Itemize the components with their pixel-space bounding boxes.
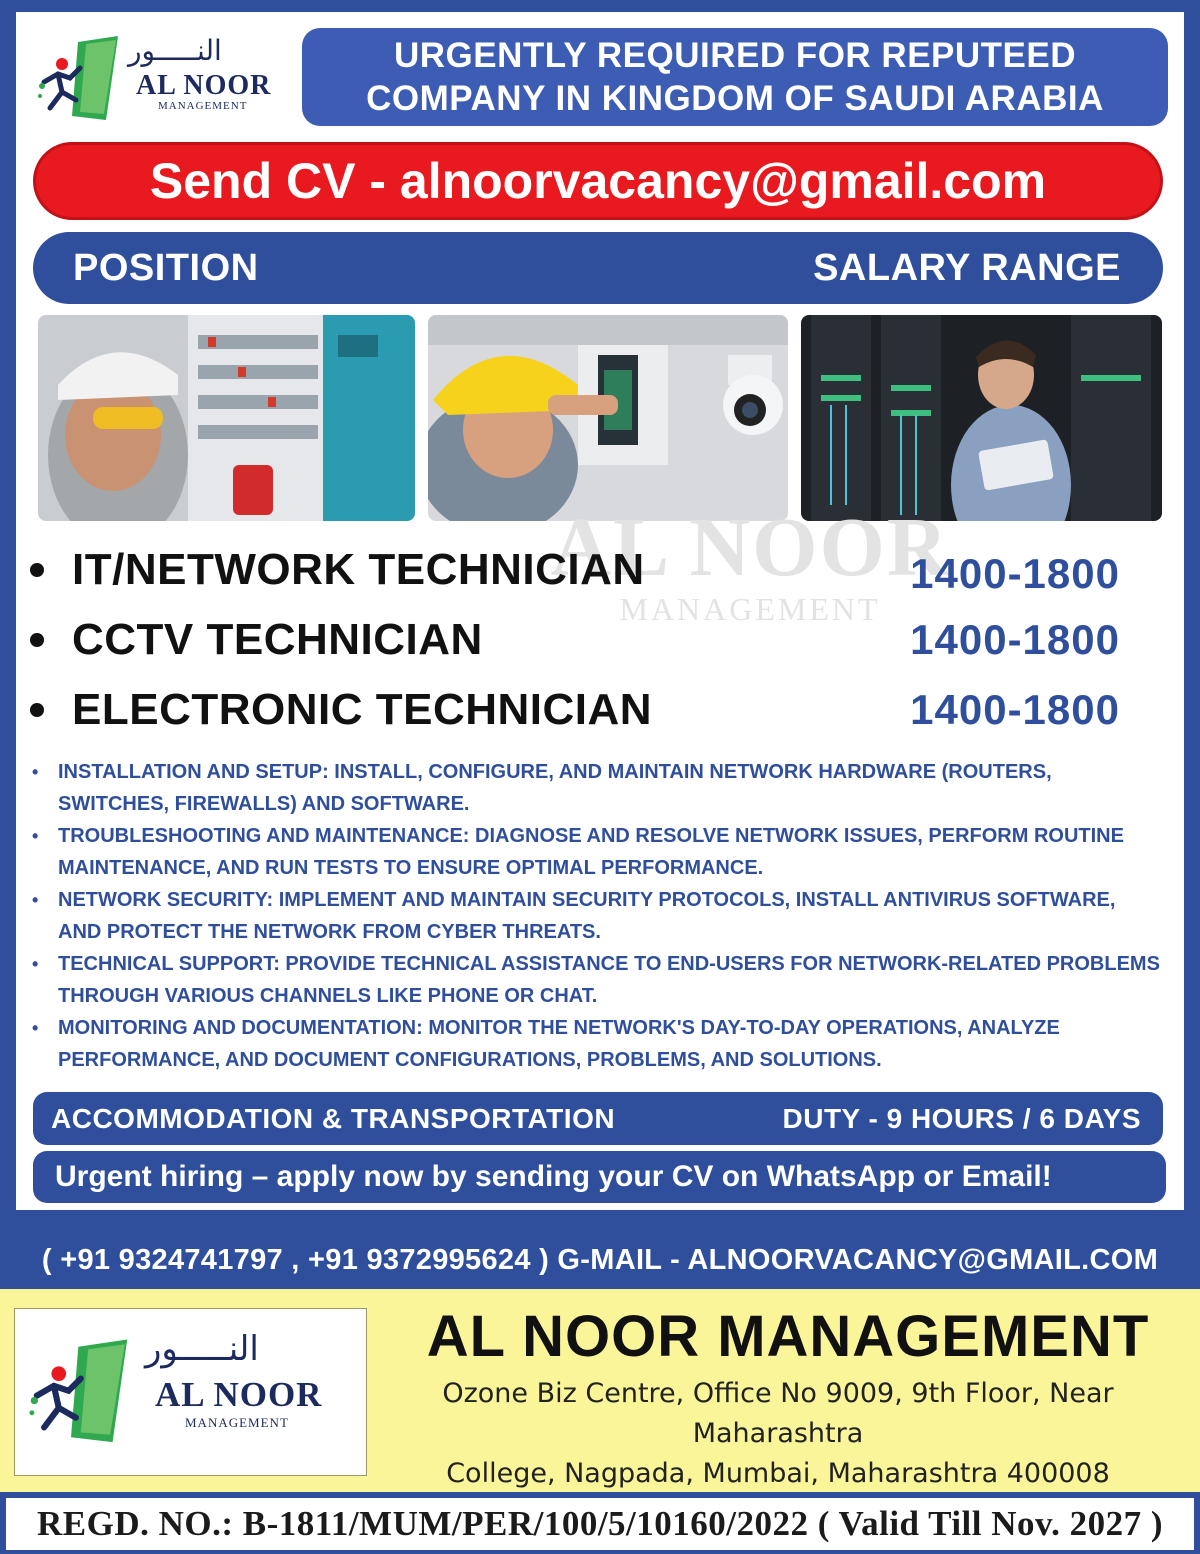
watermark-brand: AL NOOR: [550, 501, 950, 594]
salary-column-label: SALARY RANGE: [813, 246, 1121, 289]
bullet-icon: [30, 633, 44, 647]
position-salary-header: [33, 232, 1163, 304]
duty-item: • TROUBLESHOOTING AND MAINTENANCE: DIAGNOSE AND RESOLVE NETWORK ISSUES, PERFORM ROUTINE MAINTENANCE, AND RUN TESTS TO ENSURE OPTIMAL PERFORMANCE.: [32, 820, 1162, 884]
duty-item: • MONITORING AND DOCUMENTATION: MONITOR THE NETWORK'S DAY-TO-DAY OPERATIONS, ANALYZE PERFORMANCE, AND DOCUMENT CONFIGURATIONS, PROBLEMS, AND SOLUTIONS.: [32, 1012, 1162, 1076]
job-row: [30, 610, 1120, 670]
footer-logo-box: [14, 1308, 367, 1476]
footer-logo: [27, 1329, 357, 1459]
job-row: [30, 540, 1120, 600]
logo-subtitle-text: MANAGEMENT: [185, 1415, 289, 1430]
job-salary: 1400-1800: [910, 550, 1120, 597]
job-row: [30, 680, 1120, 740]
address-line-2: College, Nagpada, Mumbai, Maharashtra 400008: [446, 1458, 1110, 1489]
address-line-1: Ozone Biz Centre, Office No 9009, 9th Floor, Near Maharashtra: [442, 1378, 1114, 1449]
job-title: IT/NETWORK TECHNICIAN: [72, 545, 645, 594]
logo-arabic-text: النـــــور: [128, 34, 222, 67]
registration-number: REGD. NO.: B-1811/MUM/PER/100/5/10160/2022 ( Valid Till Nov. 2027 ): [4, 1496, 1196, 1552]
job-salary: 1400-1800: [910, 616, 1120, 663]
duty-hours-text: DUTY - 9 HOURS / 6 DAYS: [782, 1102, 1141, 1134]
top-logo: [36, 34, 286, 124]
network-server-photo: [801, 315, 1162, 521]
company-footer: [0, 1289, 1200, 1492]
duty-item: • NETWORK SECURITY: IMPLEMENT AND MAINTAIN SECURITY PROTOCOLS, INSTALL ANTIVIRUS SOFTWARE, AND PROTECT THE NETWORK FROM CYBER THREATS.: [32, 884, 1162, 948]
bullet-icon: [30, 563, 44, 577]
logo-brand-text: AL NOOR: [136, 70, 272, 101]
urgent-header: [302, 28, 1168, 126]
hiring-call-bar: Urgent hiring – apply now by sending your CV on WhatsApp or Email!: [33, 1151, 1166, 1203]
header-line-1: URGENTLY REQUIRED FOR REPUTEED: [393, 36, 1077, 75]
runner-logo-icon: [27, 1337, 137, 1447]
logo-brand-text: AL NOOR: [155, 1375, 323, 1414]
company-address: [380, 1374, 1176, 1494]
bullet-icon: [30, 703, 44, 717]
duty-item: • TECHNICAL SUPPORT: PROVIDE TECHNICAL ASSISTANCE TO END-USERS FOR NETWORK-RELATED PROBLEMS THROUGH VARIOUS CHANNELS LIKE PHONE OR CHAT.: [32, 948, 1162, 1012]
duties-list: [32, 756, 1162, 1076]
logo-subtitle-text: MANAGEMENT: [158, 100, 248, 112]
header-line-2: COMPANY IN KINGDOM OF SAUDI ARABIA: [366, 79, 1104, 118]
job-salary: 1400-1800: [910, 686, 1120, 733]
job-title: ELECTRONIC TECHNICIAN: [72, 685, 653, 734]
logo-arabic-text: النـــــور: [145, 1329, 259, 1369]
send-cv-banner[interactable]: Send CV - alnoorvacancy@gmail.com: [33, 142, 1163, 220]
electrician-panel-photo: [38, 315, 415, 521]
company-name: AL NOOR MANAGEMENT: [426, 1304, 1150, 1369]
cctv-technician-photo: [428, 315, 788, 521]
runner-logo-icon: [36, 34, 126, 124]
accommodation-text: ACCOMMODATION & TRANSPORTATION: [51, 1102, 616, 1134]
duty-item: • INSTALLATION AND SETUP: INSTALL, CONFIGURE, AND MAINTAIN NETWORK HARDWARE (ROUTERS, SWITCHES, FIREWALLS) AND SOFTWARE.: [32, 756, 1162, 820]
position-column-label: POSITION: [73, 246, 259, 289]
job-title: CCTV TECHNICIAN: [72, 615, 483, 664]
contact-strip[interactable]: ( +91 9324741797 , +91 9372995624 ) G-MAIL - ALNOORVACANCY@GMAIL.COM: [0, 1231, 1200, 1289]
watermark-subtitle: MANAGEMENT: [619, 591, 881, 627]
benefits-bar: [33, 1092, 1163, 1145]
